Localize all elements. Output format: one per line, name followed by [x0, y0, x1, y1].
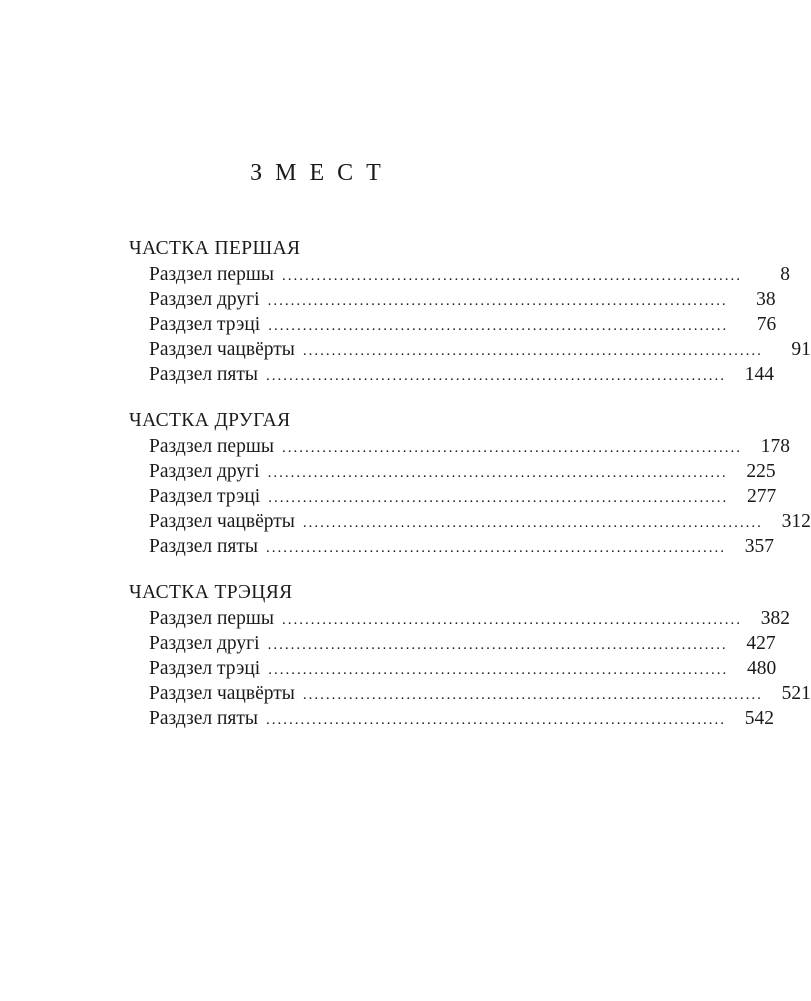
toc-entry[interactable] [129, 262, 790, 287]
entry-label: Раздзел пяты [149, 708, 259, 729]
entry-page-number: 178 [760, 436, 790, 457]
entry-label: Раздзел першы [149, 608, 274, 629]
dot-leader: ................................................................................ [267, 637, 728, 653]
dot-leader: ................................................................................ [302, 343, 763, 359]
toc-entry[interactable] [129, 459, 776, 484]
dot-leader: ................................................................................ [267, 465, 728, 481]
toc-part [129, 408, 811, 559]
entry-page-number: 76 [756, 314, 777, 335]
dot-leader: ................................................................................ [266, 368, 727, 384]
entry-page-number: 91 [791, 339, 811, 360]
toc-entry[interactable] [129, 534, 775, 559]
toc-title: ЗМЕСТ [250, 160, 394, 186]
entry-label: Раздзел чацвёрты [149, 511, 295, 532]
dot-leader: ................................................................................ [302, 515, 763, 531]
dot-leader: ................................................................................ [281, 440, 742, 456]
dot-leader: ................................................................................ [267, 293, 728, 309]
dot-leader: ................................................................................ [266, 540, 727, 556]
entry-page-number: 480 [746, 658, 777, 679]
toc-entry[interactable] [129, 337, 811, 362]
toc-entry[interactable] [129, 287, 776, 312]
dot-leader: ................................................................................ [266, 712, 727, 728]
toc-entry[interactable] [129, 681, 811, 706]
part-title: ЧАСТКА ПЕРШАЯ [129, 238, 301, 259]
entry-page-number: 8 [780, 264, 790, 285]
toc-entry[interactable] [129, 606, 790, 631]
toc-entry[interactable] [129, 484, 777, 509]
entry-label: Раздзел чацвёрты [149, 683, 295, 704]
toc-entry[interactable] [129, 656, 777, 681]
entry-label: Раздзел другі [149, 633, 260, 654]
entry-page-number: 427 [746, 633, 776, 654]
toc-entry[interactable] [129, 362, 775, 387]
entry-label: Раздзел пяты [149, 536, 259, 557]
entry-page-number: 542 [744, 708, 775, 729]
toc-entry[interactable] [129, 631, 776, 656]
part-title: ЧАСТКА ТРЭЦЯЯ [129, 582, 293, 603]
entry-page-number: 521 [781, 683, 811, 704]
toc-entry[interactable] [129, 434, 790, 459]
entry-label: Раздзел трэці [149, 314, 261, 335]
dot-leader: ................................................................................ [302, 687, 763, 703]
toc-part [129, 236, 811, 387]
dot-leader: ................................................................................ [281, 268, 742, 284]
toc-entry[interactable] [129, 312, 777, 337]
entry-page-number: 312 [781, 511, 811, 532]
dot-leader: ................................................................................ [268, 490, 729, 506]
entry-label: Раздзел чацвёрты [149, 339, 295, 360]
toc-part [129, 580, 811, 731]
toc-parts [129, 236, 811, 752]
entry-label: Раздзел першы [149, 436, 274, 457]
entry-page-number: 357 [744, 536, 775, 557]
toc-entry[interactable] [129, 509, 811, 534]
entry-label: Раздзел першы [149, 264, 274, 285]
entry-page-number: 225 [746, 461, 776, 482]
entry-page-number: 38 [756, 289, 776, 310]
entry-label: Раздзел трэці [149, 658, 261, 679]
toc-entry[interactable] [129, 706, 775, 731]
entry-label: Раздзел другі [149, 461, 260, 482]
dot-leader: ................................................................................ [268, 662, 729, 678]
entry-page-number: 382 [760, 608, 790, 629]
entry-label: Раздзел другі [149, 289, 260, 310]
entry-label: Раздзел пяты [149, 364, 259, 385]
dot-leader: ................................................................................ [281, 612, 742, 628]
dot-leader: ................................................................................ [268, 318, 729, 334]
part-title: ЧАСТКА ДРУГАЯ [129, 410, 291, 431]
entry-page-number: 277 [746, 486, 777, 507]
entry-label: Раздзел трэці [149, 486, 261, 507]
entry-page-number: 144 [744, 364, 775, 385]
